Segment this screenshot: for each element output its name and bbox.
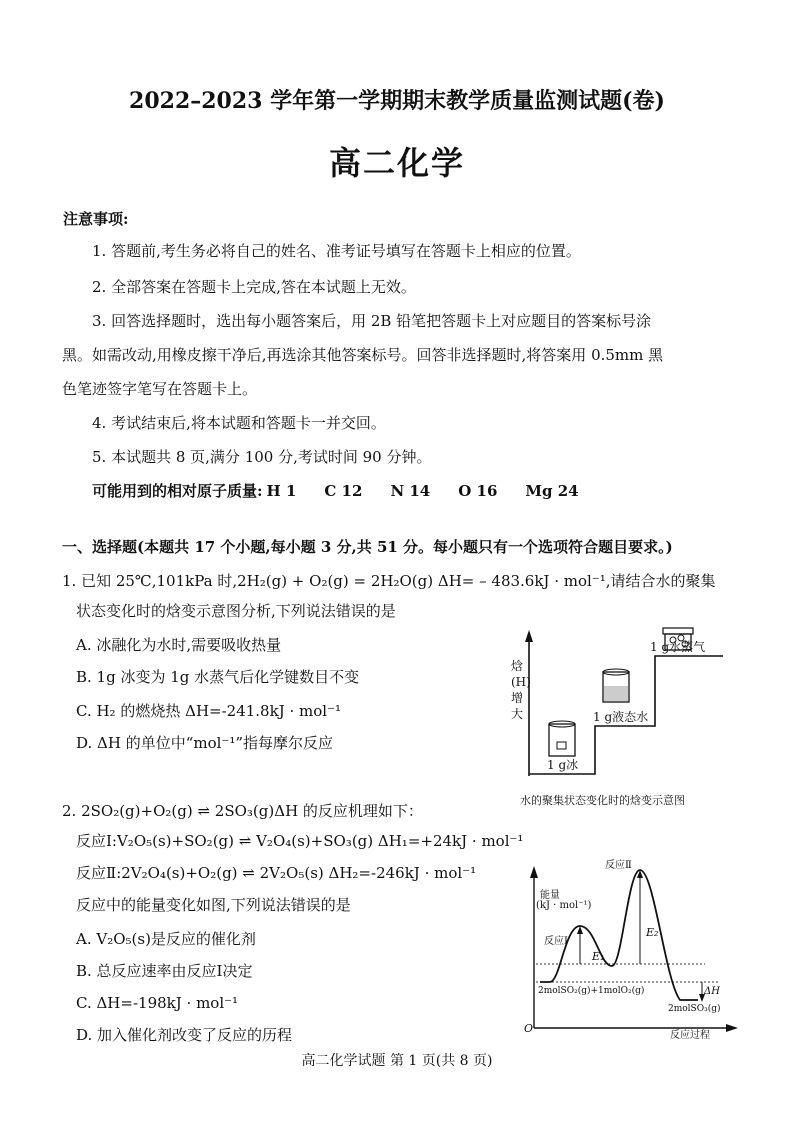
- q2-y-axis-arrow: [530, 866, 538, 878]
- q2-option-a: A. V₂O₅(s)是反应的催化剂: [76, 930, 256, 948]
- q2-stem: 2. 2SO₂(g)+O₂(g) ⇌ 2SO₃(g)ΔH 的反应机理如下：: [62, 802, 423, 820]
- notice-item: 2. 全部答案在答题卡上完成,答在本试题上无效。: [92, 278, 416, 296]
- atomic-mass-o: O 16: [458, 482, 498, 500]
- beaker-icon: [603, 669, 629, 702]
- q1-figure-caption: 水的聚集状态变化时的焓变示意图: [520, 794, 685, 807]
- q2-option-b: B. 总反应速率由反应Ⅰ决定: [76, 962, 253, 980]
- atomic-mass-c: C 12: [324, 482, 363, 500]
- q2-stem-cont: 反应中的能量变化如图,下列说法错误的是: [76, 896, 351, 914]
- q2-e2-label: E₂: [646, 926, 659, 939]
- q2-peak2-label: 反应Ⅱ: [605, 860, 632, 871]
- q1-step-water: 1 g液态水: [593, 710, 649, 724]
- subject-title: 高二化学: [328, 144, 465, 182]
- notice-item: 黑。如需改动,用橡皮擦干净后,再选涂其他答案标号。回答非选择题时,将答案用 0.5mm 黑: [62, 346, 664, 364]
- exam-title: 2022–2023 学年第一学期期末教学质量监测试题(卷): [129, 88, 665, 114]
- notice-item: 色笔迹签字笔写在答题卡上。: [62, 380, 258, 398]
- q2-start-label: 2molSO₂(g)+1molO₂(g): [538, 986, 645, 996]
- q1-option-d: D. ΔH 的单位中“mol⁻¹”指每摩尔反应: [76, 734, 334, 752]
- q1-y-label-part: 大: [511, 707, 524, 721]
- q1-y-label-part: (H): [511, 675, 531, 689]
- page-footer: 高二化学试题 第 1 页(共 8 页): [301, 1053, 493, 1069]
- q1-stem: 1. 已知 25℃,101kPa 时,2H₂(g) + O₂(g) = 2H₂O(g) ΔH= – 483.6kJ · mol⁻¹,请结合水的聚集: [62, 572, 716, 590]
- atomic-mass-label: 可能用到的相对原子质量:: [92, 482, 263, 500]
- notice-item: 5. 本试题共 8 页,满分 100 分,考试时间 90 分钟。: [92, 448, 432, 466]
- section-heading: 一、选择题(本题共 17 个小题,每小题 3 分,共 51 分。每小题只有一个选项符合题目要求。): [62, 538, 673, 556]
- notice-item: 1. 答题前,考生务必将自己的姓名、准考证号填写在答题卡上相应的位置。: [92, 242, 581, 260]
- q2-peak1-label: 反应Ⅰ: [544, 936, 568, 947]
- q2-y-label: 能量: [540, 890, 560, 901]
- q1-stem-cont: 状态变化时的焓变示意图分析,下列说法错误的是: [76, 602, 396, 620]
- q2-end-label: 2molSO₃(g): [668, 1004, 721, 1014]
- atomic-mass-h: H 1: [266, 482, 297, 500]
- q2-option-c: C. ΔH=-198kJ · mol⁻¹: [76, 994, 239, 1012]
- q1-step-vapor: 1 g水蒸气: [650, 640, 706, 654]
- q2-origin-label: O: [524, 1022, 534, 1035]
- q1-y-label-part: 焓: [511, 659, 524, 673]
- notice-item: 4. 考试结束后,将本试题和答题卡一并交回。: [92, 414, 386, 432]
- q1-y-axis-arrow: [525, 630, 533, 642]
- notice-item: 3. 回答选择题时，选出每小题答案后，用 2B 铅笔把答题卡上对应题目的答案标号涂: [92, 312, 652, 330]
- beaker-icon: [549, 721, 575, 756]
- q1-option-b: B. 1g 冰变为 1g 水蒸气后化学键数目不变: [76, 668, 360, 686]
- q1-y-label: [511, 658, 531, 722]
- q2-x-label: 反应过程: [670, 1030, 710, 1041]
- q1-y-label-part: 增: [511, 691, 524, 705]
- q2-option-d: D. 加入催化剂改变了反应的历程: [76, 1026, 293, 1044]
- notice-heading: 注意事项:: [63, 210, 129, 228]
- q2-e1-label: E₁: [592, 950, 605, 963]
- q2-dh-label: ΔH: [704, 986, 720, 997]
- q2-x-axis-arrow: [726, 1024, 738, 1032]
- atomic-mass-n: N 14: [390, 482, 431, 500]
- atomic-mass-mg: Mg 24: [525, 482, 579, 500]
- q1-step-ice: 1 g冰: [547, 758, 579, 772]
- q1-option-a: A. 冰融化为水时,需要吸收热量: [76, 636, 282, 654]
- q1-option-c: C. H₂ 的燃烧热 ΔH=-241.8kJ · mol⁻¹: [76, 702, 341, 720]
- atomic-mass-line: [92, 480, 607, 502]
- q2-y-unit: (kJ · mol⁻¹): [536, 900, 592, 911]
- q2-reaction-2: 反应Ⅱ:2V₂O₄(s)+O₂(g) ⇌ 2V₂O₅(s) ΔH₂=-246kJ · mol⁻¹: [76, 864, 477, 882]
- q2-reaction-1: 反应Ⅰ:V₂O₅(s)+SO₂(g) ⇌ V₂O₄(s)+SO₃(g) ΔH₁=+24kJ · mol⁻¹: [76, 832, 524, 850]
